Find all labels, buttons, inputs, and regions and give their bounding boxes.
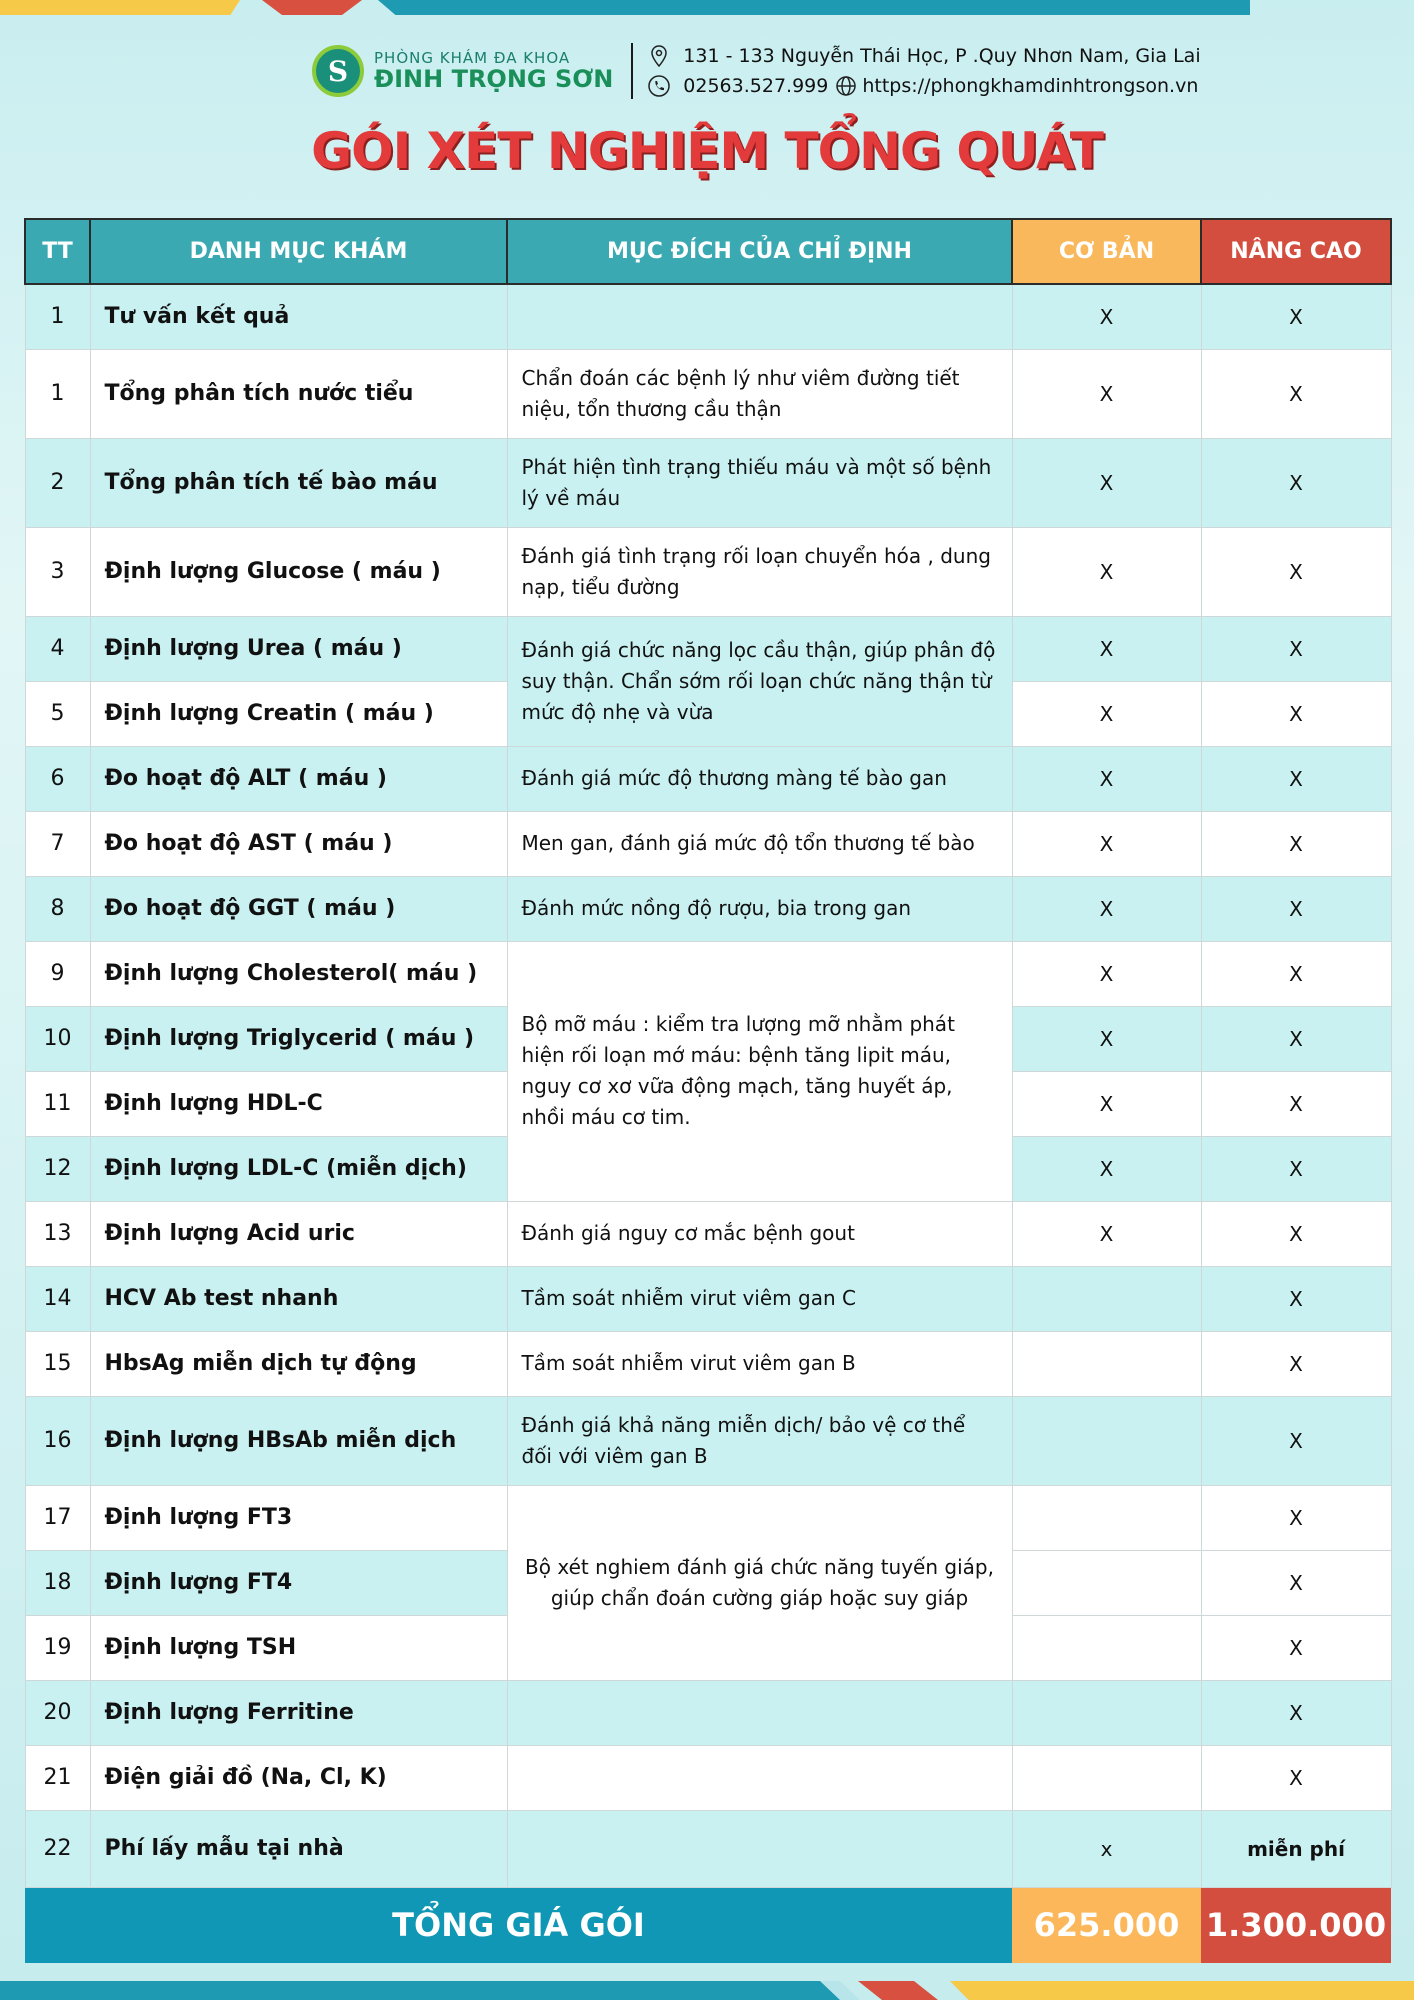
cell-tt: 16 (25, 1396, 90, 1485)
cell-purpose: Phát hiện tình trạng thiếu máu và một số bệnh lý về máu (507, 438, 1012, 527)
cell-tt: 11 (25, 1071, 90, 1136)
cell-basic: X (1012, 1136, 1201, 1201)
cell-advanced: X (1201, 1136, 1391, 1201)
cell-name: Định lượng Cholesterol( máu ) (90, 941, 507, 1006)
cell-purpose (507, 284, 1012, 349)
cell-basic: X (1012, 941, 1201, 1006)
cell-name: Định lượng Triglycerid ( máu ) (90, 1006, 507, 1071)
cell-purpose: Bộ xét nghiem đánh giá chức năng tuyến giáp, giúp chẩn đoán cường giáp hoặc suy giáp (507, 1485, 1012, 1680)
cell-advanced: X (1201, 1266, 1391, 1331)
cell-name: Đo hoạt độ ALT ( máu ) (90, 746, 507, 811)
cell-advanced: X (1201, 746, 1391, 811)
cell-name: Đo hoạt độ GGT ( máu ) (90, 876, 507, 941)
table-row (25, 1396, 1391, 1485)
cell-advanced: X (1201, 1680, 1391, 1745)
cell-basic: X (1012, 1006, 1201, 1071)
cell-advanced: X (1201, 941, 1391, 1006)
cell-tt: 1 (25, 349, 90, 438)
cell-purpose: Đánh giá nguy cơ mắc bệnh gout (507, 1201, 1012, 1266)
table-row (25, 349, 1391, 438)
cell-basic: X (1012, 349, 1201, 438)
cell-tt: 6 (25, 746, 90, 811)
cell-purpose: Tầm soát nhiễm virut viêm gan B (507, 1331, 1012, 1396)
cell-name: Định lượng Ferritine (90, 1680, 507, 1745)
cell-basic: X (1012, 616, 1201, 681)
total-row (25, 1887, 1391, 1963)
table-header-row (25, 219, 1391, 284)
cell-basic: X (1012, 1201, 1201, 1266)
cell-advanced: X (1201, 1550, 1391, 1615)
page-title: GÓI XÉT NGHIỆM TỔNG QUÁT (311, 122, 1103, 180)
cell-name: Tổng phân tích nước tiểu (90, 349, 507, 438)
cell-purpose: Chẩn đoán các bệnh lý như viêm đường tiết niệu, tổn thương cầu thận (507, 349, 1012, 438)
table-row (25, 1745, 1391, 1810)
cell-name: Đo hoạt độ AST ( máu ) (90, 811, 507, 876)
cell-tt: 10 (25, 1006, 90, 1071)
cell-name: Điện giải đồ (Na, Cl, K) (90, 1745, 507, 1810)
table-row (25, 438, 1391, 527)
location-pin-icon (647, 44, 671, 68)
contact-info (647, 41, 1200, 101)
cell-tt: 4 (25, 616, 90, 681)
header-tt: TT (25, 219, 90, 284)
clinic-name: ĐINH TRỌNG SƠN (374, 65, 614, 94)
cell-tt: 15 (25, 1331, 90, 1396)
clinic-header (312, 38, 1212, 104)
cell-advanced: X (1201, 1071, 1391, 1136)
table-row (25, 746, 1391, 811)
cell-tt: 1 (25, 284, 90, 349)
decor-stripe (950, 1981, 1414, 2000)
cell-purpose: Men gan, đánh giá mức độ tổn thương tế bào (507, 811, 1012, 876)
package-table (24, 218, 1390, 1963)
cell-basic: X (1012, 1071, 1201, 1136)
cell-basic (1012, 1266, 1201, 1331)
header-basic: CƠ BẢN (1012, 219, 1201, 284)
cell-advanced: X (1201, 1396, 1391, 1485)
cell-basic (1012, 1550, 1201, 1615)
cell-advanced: miễn phí (1201, 1810, 1391, 1887)
cell-advanced: X (1201, 811, 1391, 876)
cell-advanced: X (1201, 1201, 1391, 1266)
cell-purpose: Đánh giá chức năng lọc cầu thận, giúp phân độ suy thận. Chẩn sớm rối loạn chức năng thận từ mức độ nhẹ và vừa (507, 616, 1012, 746)
cell-purpose: Đánh mức nồng độ rượu, bia trong gan (507, 876, 1012, 941)
cell-purpose: Đánh giá khả năng miễn dịch/ bảo vệ cơ thể đối với viêm gan B (507, 1396, 1012, 1485)
cell-tt: 17 (25, 1485, 90, 1550)
table-row (25, 527, 1391, 616)
cell-advanced: X (1201, 284, 1391, 349)
cell-name: Định lượng Urea ( máu ) (90, 616, 507, 681)
cell-advanced: X (1201, 1485, 1391, 1550)
cell-name: HbsAg miễn dịch tự động (90, 1331, 507, 1396)
cell-basic (1012, 1680, 1201, 1745)
cell-name: Tổng phân tích tế bào máu (90, 438, 507, 527)
cell-basic: X (1012, 438, 1201, 527)
cell-name: Định lượng Acid uric (90, 1201, 507, 1266)
cell-advanced: X (1201, 1331, 1391, 1396)
cell-name: Tư vấn kết quả (90, 284, 507, 349)
cell-basic: X (1012, 681, 1201, 746)
cell-name: Định lượng Glucose ( máu ) (90, 527, 507, 616)
cell-tt: 5 (25, 681, 90, 746)
cell-name: Định lượng Creatin ( máu ) (90, 681, 507, 746)
cell-purpose (507, 1745, 1012, 1810)
clinic-logo: S (312, 45, 364, 97)
cell-name: Định lượng FT3 (90, 1485, 507, 1550)
total-basic-price: 625.000 (1012, 1887, 1201, 1963)
header-advanced: NÂNG CAO (1201, 219, 1391, 284)
cell-purpose: Đánh giá tình trạng rối loạn chuyển hóa , dung nạp, tiểu đường (507, 527, 1012, 616)
total-advanced-price: 1.300.000 (1201, 1887, 1391, 1963)
phone-icon (647, 74, 671, 98)
cell-tt: 21 (25, 1745, 90, 1810)
decor-stripe (0, 1981, 855, 2000)
cell-basic (1012, 1745, 1201, 1810)
cell-purpose (507, 1680, 1012, 1745)
cell-tt: 3 (25, 527, 90, 616)
cell-advanced: X (1201, 876, 1391, 941)
cell-tt: 2 (25, 438, 90, 527)
table-row (25, 876, 1391, 941)
cell-advanced: X (1201, 349, 1391, 438)
table-row (25, 1485, 1391, 1550)
cell-basic: x (1012, 1810, 1201, 1887)
cell-tt: 8 (25, 876, 90, 941)
cell-tt: 9 (25, 941, 90, 1006)
cell-tt: 12 (25, 1136, 90, 1201)
cell-tt: 14 (25, 1266, 90, 1331)
cell-purpose: Bộ mỡ máu : kiểm tra lượng mỡ nhằm phát hiện rối loạn mớ máu: bệnh tăng lipit máu, nguy cơ xơ vữa động mạch, tăng huyết áp, nhồi máu cơ tim. (507, 941, 1012, 1201)
total-label: TỔNG GIÁ GÓI (25, 1887, 1012, 1963)
table-row (25, 1266, 1391, 1331)
cell-advanced: X (1201, 438, 1391, 527)
cell-tt: 20 (25, 1680, 90, 1745)
clinic-type: PHÒNG KHÁM ĐA KHOA (374, 49, 571, 68)
cell-purpose (507, 1810, 1012, 1887)
clinic-brand (374, 49, 613, 92)
cell-advanced: X (1201, 681, 1391, 746)
cell-advanced: X (1201, 1006, 1391, 1071)
cell-purpose: Tầm soát nhiễm virut viêm gan C (507, 1266, 1012, 1331)
cell-advanced: X (1201, 527, 1391, 616)
cell-name: Định lượng HDL-C (90, 1071, 507, 1136)
cell-name: Định lượng TSH (90, 1615, 507, 1680)
clinic-address: 131 - 133 Nguyễn Thái Học, P .Quy Nhơn Nam, Gia Lai (683, 45, 1201, 67)
cell-basic: X (1012, 527, 1201, 616)
table-row (25, 811, 1391, 876)
cell-name: Định lượng FT4 (90, 1550, 507, 1615)
header-purpose: MỤC ĐÍCH CỦA CHỈ ĐỊNH (507, 219, 1012, 284)
cell-basic (1012, 1396, 1201, 1485)
cell-basic: X (1012, 746, 1201, 811)
cell-basic (1012, 1615, 1201, 1680)
cell-tt: 19 (25, 1615, 90, 1680)
cell-advanced: X (1201, 1615, 1391, 1680)
table-row (25, 1201, 1391, 1266)
cell-advanced: X (1201, 616, 1391, 681)
cell-name: Định lượng HBsAb miễn dịch (90, 1396, 507, 1485)
cell-name: Phí lấy mẫu tại nhà (90, 1810, 507, 1887)
decor-stripe (378, 0, 1250, 15)
globe-icon (834, 74, 858, 98)
cell-purpose: Đánh giá mức độ thương màng tế bào gan (507, 746, 1012, 811)
cell-basic (1012, 1485, 1201, 1550)
table-row (25, 1810, 1391, 1887)
cell-tt: 18 (25, 1550, 90, 1615)
table-row (25, 1331, 1391, 1396)
cell-name: HCV Ab test nhanh (90, 1266, 507, 1331)
cell-name: Định lượng LDL-C (miễn dịch) (90, 1136, 507, 1201)
cell-basic: X (1012, 876, 1201, 941)
header-category: DANH MỤC KHÁM (90, 219, 507, 284)
cell-tt: 22 (25, 1810, 90, 1887)
table-row (25, 1680, 1391, 1745)
decor-stripe (858, 1981, 938, 2000)
cell-basic (1012, 1331, 1201, 1396)
table-row (25, 616, 1391, 681)
header-divider (631, 43, 633, 99)
clinic-phone[interactable]: 02563.527.999 (683, 75, 829, 97)
decor-stripe (0, 0, 240, 15)
cell-advanced: X (1201, 1745, 1391, 1810)
table-row (25, 284, 1391, 349)
cell-tt: 13 (25, 1201, 90, 1266)
decor-stripe (262, 0, 362, 15)
clinic-website[interactable]: https://phongkhamdinhtrongson.vn (862, 75, 1199, 97)
cell-basic: X (1012, 284, 1201, 349)
table-row (25, 941, 1391, 1006)
cell-tt: 7 (25, 811, 90, 876)
cell-basic: X (1012, 811, 1201, 876)
